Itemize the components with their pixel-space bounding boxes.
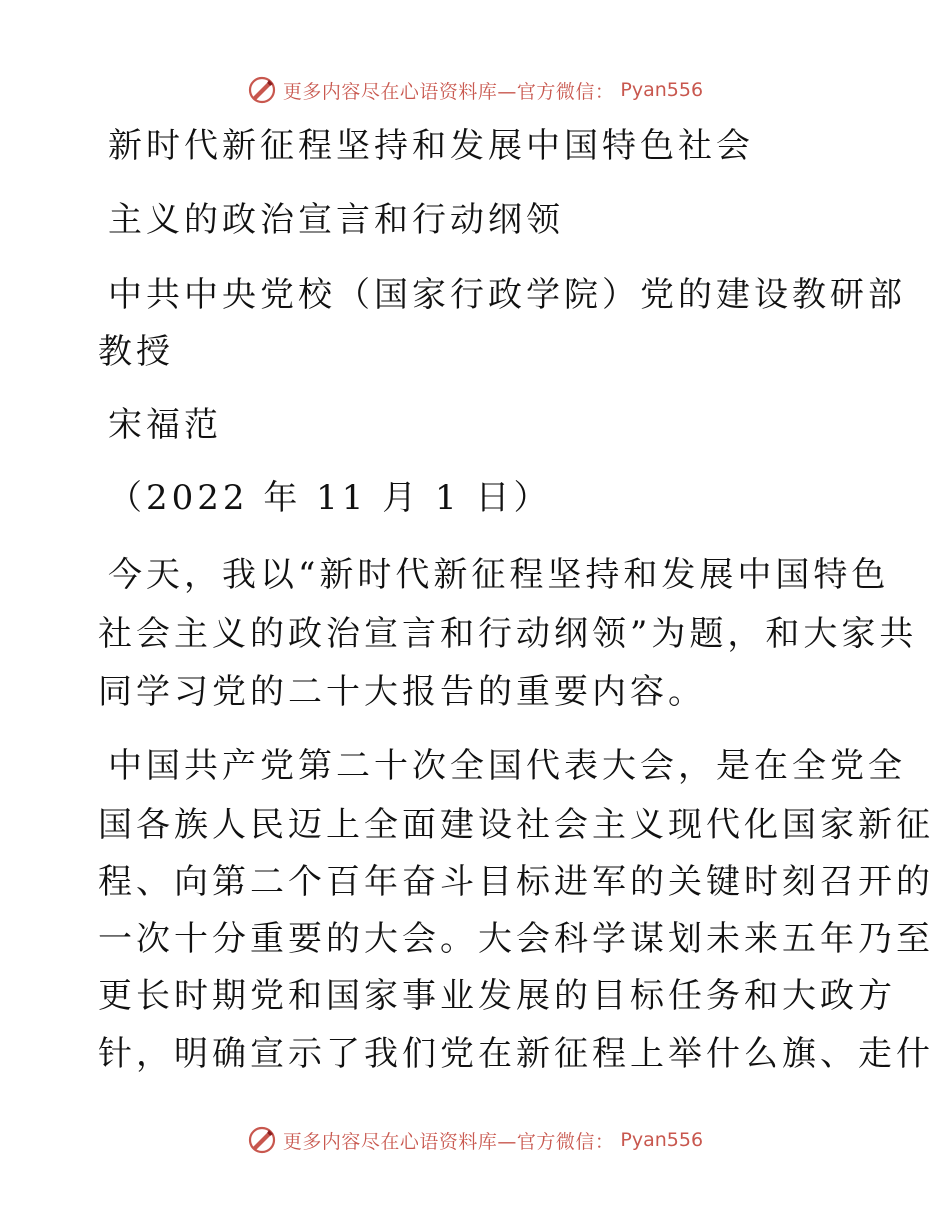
paragraph-2-line-4: 一次十分重要的大会。大会科学谋划未来五年乃至: [98, 919, 934, 959]
date-line: （2022 年 11 月 1 日）: [108, 478, 552, 518]
title-line-2: 主义的政治宣言和行动纲领: [108, 200, 564, 240]
watermark-text: 更多内容尽在心语资料库—官方微信：: [282, 80, 615, 103]
paragraph-2-line-6: 针，明确宣示了我们党在新征程上举什么旗、走什: [98, 1034, 934, 1074]
paragraph-2-line-2: 国各族人民迈上全面建设社会主义现代化国家新征: [98, 805, 934, 845]
author-affiliation-line-1: 中共中央党校（国家行政学院）党的建设教研部: [108, 275, 906, 315]
author-name: 宋福范: [108, 405, 222, 445]
watermark-wechat-id: Pyan556: [620, 1129, 704, 1151]
paragraph-2-line-5: 更长时期党和国家事业发展的目标任务和大政方: [98, 976, 896, 1016]
pen-logo-icon: [247, 1125, 277, 1155]
title-line-1: 新时代新征程坚持和发展中国特色社会: [108, 126, 754, 166]
watermark-wechat-id: Pyan556: [620, 79, 704, 101]
watermark-text: 更多内容尽在心语资料库—官方微信：: [282, 1130, 615, 1153]
author-affiliation-line-2: 教授: [98, 332, 174, 372]
paragraph-2-line-3: 程、向第二个百年奋斗目标进军的关键时刻召开的: [98, 862, 934, 902]
watermark-header: [0, 70, 950, 110]
watermark-footer: [0, 1120, 950, 1160]
paragraph-1-line-1: 今天，我以“新时代新征程坚持和发展中国特色: [108, 555, 890, 595]
paragraph-1-line-3: 同学习党的二十大报告的重要内容。: [98, 672, 706, 712]
pen-logo-icon: [247, 75, 277, 105]
paragraph-1-line-2: 社会主义的政治宣言和行动纲领”为题，和大家共: [98, 614, 918, 654]
paragraph-2-line-1: 中国共产党第二十次全国代表大会，是在全党全: [108, 746, 906, 786]
